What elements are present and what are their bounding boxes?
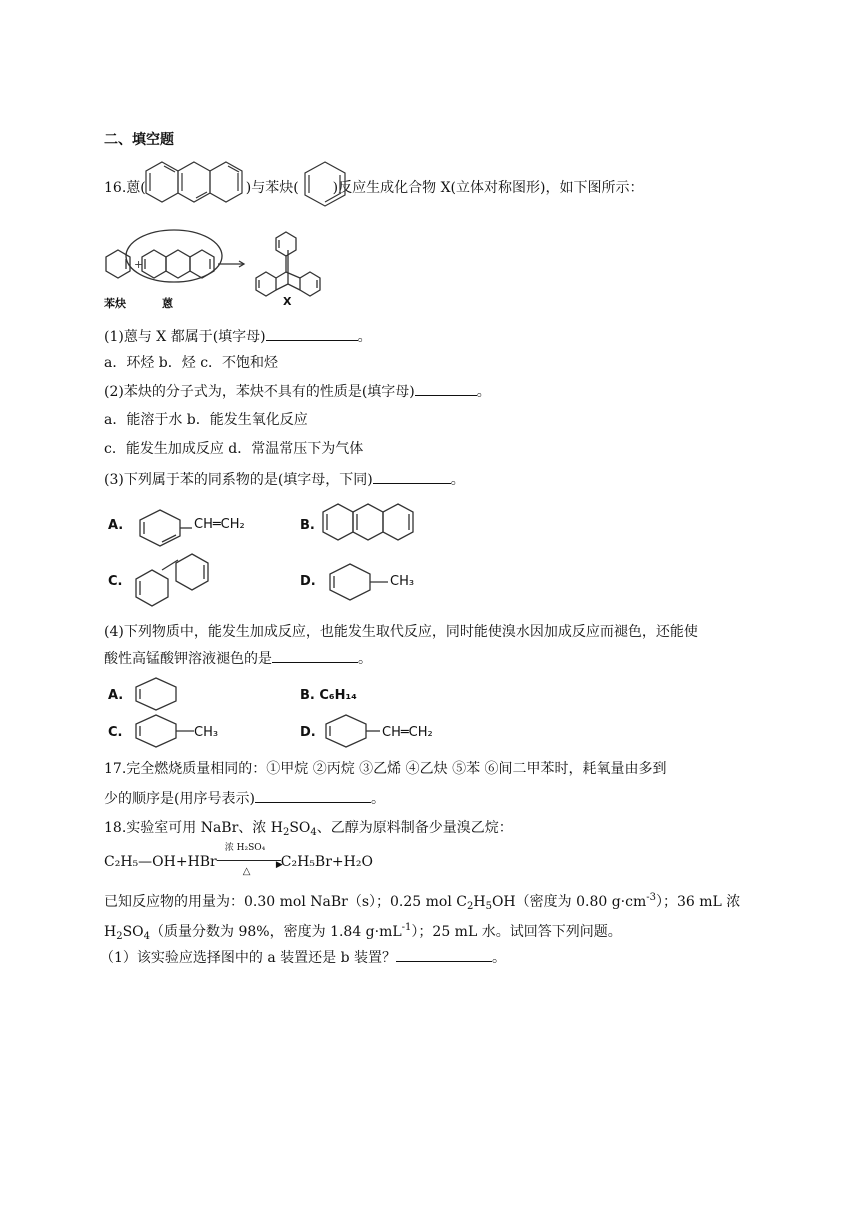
anthracene-inline-structure — [144, 158, 248, 216]
equation-right: C₂H₅Br+H₂O — [280, 854, 373, 870]
q17-line1: 17.完全燃烧质量相同的：①甲烷 ②丙烷 ③乙烯 ④乙炔 ⑤苯 ⑥间二甲苯时，耗氧量由多到 — [104, 761, 667, 777]
s3-option-a-label: A. — [108, 518, 124, 533]
equation-left: C₂H₅—OH+HBr — [104, 854, 217, 870]
s4-option-a-label: A. — [108, 688, 124, 703]
q16-s4-line2 — [104, 648, 372, 669]
q18-text-b: SO — [289, 820, 311, 836]
s4-option-b: B. C₆H₁₄ — [300, 688, 357, 703]
superscript: -1 — [401, 922, 412, 933]
q18-text-3c: OH（密度为 0.80 g·cm — [491, 894, 647, 910]
subscript: 2 — [466, 901, 474, 912]
q16-s1-text: (1)蒽与 X 都属于(填字母) — [104, 329, 266, 345]
q18-sub1 — [100, 947, 506, 968]
answer-blank[interactable] — [272, 648, 358, 663]
s4-option-c-label: C. — [108, 725, 123, 740]
biphenyl-structure — [132, 552, 216, 606]
subscript: 4 — [310, 827, 317, 838]
s3-option-b-label: B. — [300, 518, 315, 533]
section-title: 二、填空题 — [104, 132, 174, 148]
q18-line1 — [104, 818, 513, 843]
s3-option-d-label: D. — [300, 574, 316, 589]
anthracene-structure — [322, 500, 420, 550]
styrene-structure-2 — [322, 713, 382, 749]
q16-part2: )与苯炔( — [245, 180, 299, 196]
q16-number: 16. — [104, 180, 127, 196]
subscript: 4 — [143, 931, 151, 942]
answer-blank[interactable] — [255, 788, 371, 803]
product-x-label: X — [283, 295, 292, 308]
q18-text-4d: ）；25 mL 水。试回答下列问题。 — [411, 924, 622, 940]
equation-arrow: 浓 H₂SO₄ ▶ △ — [217, 852, 281, 866]
s4-option-c-text: CH₃ — [194, 725, 219, 740]
answer-blank[interactable] — [396, 947, 492, 962]
toluene-structure — [322, 562, 388, 602]
period: 。 — [476, 384, 491, 400]
period: 。 — [357, 329, 372, 345]
s4-option-d-text: CH═CH₂ — [382, 725, 433, 740]
equation-condition-top: 浓 H₂SO₄ — [224, 843, 266, 853]
q18-text-a: 18.实验室可用 NaBr、浓 H — [104, 820, 283, 836]
q18-text-c: 、乙醇为原料制备少量溴乙烷： — [316, 820, 513, 836]
subscript: 2 — [116, 931, 123, 942]
q16-part3: )反应生成化合物 X(立体对称图形)，如下图所示： — [332, 180, 644, 196]
benzyne-inline-structure — [303, 158, 349, 216]
q17-line2 — [104, 788, 385, 809]
q18-text-3d: ）；36 mL 浓 — [656, 894, 741, 910]
q16-s3 — [104, 469, 465, 490]
q16-s2-options-2: c．能发生加成反应 d．常温常压下为气体 — [104, 441, 364, 457]
s4-option-d-label: D. — [300, 725, 316, 740]
q16-s1 — [104, 326, 372, 347]
q16-s3-text: (3)下列属于苯的同系物的是(填字母，下同) — [104, 472, 373, 488]
reaction-figure — [104, 226, 334, 306]
superscript: -3 — [646, 892, 656, 903]
benzene-structure — [132, 676, 182, 712]
q18-text-4a: H — [104, 924, 117, 940]
q17-text: 少的顺序是(用序号表示) — [104, 791, 255, 807]
toluene-structure-2 — [132, 713, 194, 749]
svg-text:+: + — [134, 258, 144, 271]
answer-blank[interactable] — [266, 326, 358, 341]
anthracene-label: 蒽 — [162, 297, 173, 310]
subscript: 5 — [485, 901, 492, 912]
q18-text-3b: H — [473, 894, 486, 910]
s3-option-a-text: CH═CH₂ — [194, 517, 245, 532]
q16-s2-options-1: a．能溶于水 b．能发生氧化反应 — [104, 412, 308, 428]
q16-s2-text: (2)苯炔的分子式为，苯炔不具有的性质是(填字母) — [104, 384, 415, 400]
q18-line3 — [104, 888, 740, 917]
q18-text-4c: （质量分数为 98%，密度为 1.84 g·mL — [150, 924, 402, 940]
answer-blank[interactable] — [373, 469, 451, 484]
q18-line4 — [104, 918, 622, 947]
benzyne-label: 苯炔 — [104, 297, 126, 310]
q18-text-3a: 已知反应物的用量为：0.30 mol NaBr（s）；0.25 mol C — [104, 894, 467, 910]
q16-s2 — [104, 381, 491, 402]
q16-s1-options: a．环烃 b．烃 c．不饱和烃 — [104, 355, 279, 371]
styrene-structure — [132, 506, 192, 550]
s3-option-d-text: CH₃ — [390, 574, 415, 589]
s3-option-c-label: C. — [108, 574, 123, 589]
period: 。 — [370, 791, 385, 807]
q18-equation — [104, 843, 373, 877]
subscript: 2 — [282, 827, 290, 838]
period: 。 — [492, 950, 507, 966]
q16-s4-line1: (4)下列物质中，能发生加成反应，也能发生取代反应，同时能使溴水因加成反应而褪色，还能使 — [104, 624, 698, 640]
q16-s4-text: 酸性高锰酸钾溶液褪色的是 — [104, 651, 272, 667]
q16-part1: 蒽( — [126, 180, 146, 196]
equation-condition-bottom: △ — [242, 866, 251, 877]
q18-sub1-text: （1）该实验应选择图中的 a 装置还是 b 装置？ — [100, 950, 397, 966]
period: 。 — [358, 651, 372, 667]
q18-text-4b: SO — [122, 924, 144, 940]
period: 。 — [450, 472, 465, 488]
answer-blank[interactable] — [415, 381, 477, 396]
